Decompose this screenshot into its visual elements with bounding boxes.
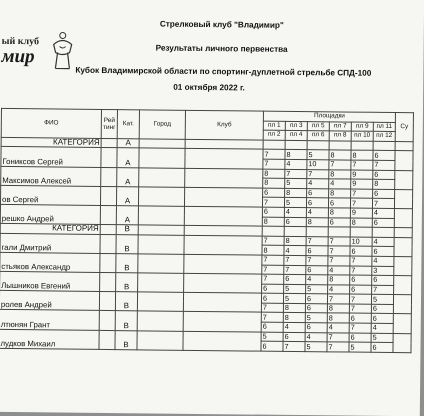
score-cell: 8	[373, 179, 395, 189]
score-cell: 8	[350, 218, 372, 228]
score-cell: 6	[306, 246, 328, 256]
area-subheader: пл 6	[307, 131, 329, 141]
score-cell: 8	[327, 313, 349, 323]
score-cell: 9	[351, 170, 373, 180]
club-logo	[0, 30, 74, 86]
score-cell: 8	[263, 169, 285, 179]
score-cell: 7	[263, 159, 285, 169]
score-cell: 8	[327, 304, 349, 314]
city-cell	[139, 167, 185, 187]
score-cell: 4	[306, 208, 328, 218]
score-cell: 7	[351, 160, 373, 170]
person-name: решко Андрей	[0, 204, 100, 224]
score-cell: 7	[351, 189, 373, 199]
score-cell: 6	[349, 333, 371, 343]
club-cell	[184, 273, 262, 293]
area-subheader: пл 8	[329, 131, 351, 141]
score-cell: 7	[262, 197, 284, 207]
score-cell: 8	[283, 303, 305, 313]
person-name: Гониксов Сергей	[1, 147, 101, 167]
score-cell: 5	[305, 342, 327, 352]
score-cell: 4	[328, 265, 350, 275]
sum-cell	[393, 295, 411, 314]
club-cell	[184, 235, 262, 255]
score-cell: 7	[285, 169, 307, 179]
score-cell: 4	[372, 208, 394, 218]
score-cell: 6	[261, 322, 283, 332]
sum-cell	[395, 170, 413, 189]
score-cell: 5	[284, 284, 306, 294]
city-cell	[137, 311, 183, 331]
score-cell: 9	[350, 208, 372, 218]
score-cell: 6	[305, 323, 327, 333]
club-title: Стрелковый клуб "Владимир"	[159, 19, 284, 30]
score-cell: 7	[262, 274, 284, 284]
score-cell: 5	[371, 295, 393, 305]
score-cell: 4	[305, 332, 327, 342]
score-cell: 6	[371, 343, 393, 353]
score-cell: 4	[307, 179, 329, 189]
club-cell	[184, 206, 262, 226]
score-cell: 8	[262, 245, 284, 255]
city-cell	[138, 187, 184, 207]
rank-cell	[101, 167, 117, 186]
empty-cell	[394, 228, 412, 238]
score-cell: 6	[283, 332, 305, 342]
score-cell: 7	[350, 198, 372, 208]
category-cell: В	[116, 254, 138, 273]
category-label: КАТЕГОРИЯ	[1, 137, 101, 148]
empty-cell	[263, 140, 285, 150]
score-cell: 6	[371, 304, 393, 314]
score-cell: 6	[373, 170, 395, 180]
area-subheader: пл 7	[329, 121, 351, 131]
person-name: стьяков Александр	[0, 252, 100, 272]
score-cell: 8	[263, 178, 285, 188]
score-cell: 6	[350, 246, 372, 256]
sum-cell	[394, 208, 412, 227]
club-cell	[183, 293, 261, 313]
category-cell: В	[115, 311, 137, 330]
score-cell: 8	[329, 169, 351, 179]
empty-cell	[329, 141, 351, 151]
score-cell: 6	[306, 198, 328, 208]
logo-text-top: ый клуб	[1, 35, 40, 48]
rank-cell	[99, 311, 115, 330]
score-cell: 5	[305, 313, 327, 323]
category-cell: А	[116, 186, 138, 205]
score-cell: 7	[307, 169, 329, 179]
rank-cell	[100, 273, 116, 292]
score-cell: 8	[351, 150, 373, 160]
score-cell: 6	[262, 284, 284, 294]
area-subheader: пл 5	[307, 121, 329, 131]
score-cell: 7	[329, 160, 351, 170]
category-label: КАТЕГОРИЯ	[0, 224, 100, 235]
empty-cell	[307, 140, 329, 150]
person-name: Лышников Евгений	[0, 271, 100, 291]
category-cell: А	[117, 148, 139, 167]
score-cell: 7	[372, 199, 394, 209]
score-cell: 7	[261, 303, 283, 313]
score-cell: 7	[284, 255, 306, 265]
score-cell: 4	[327, 323, 349, 333]
score-cell: 7	[328, 237, 350, 247]
score-cell: 7	[283, 342, 305, 352]
city-cell	[138, 235, 184, 255]
score-cell: 10	[307, 160, 329, 170]
results-body	[0, 137, 413, 352]
score-cell: 5	[284, 198, 306, 208]
empty-cell	[351, 141, 373, 151]
score-cell: 4	[329, 179, 351, 189]
score-cell: 6	[261, 341, 283, 351]
person-name: ролев Андрей	[0, 291, 100, 311]
empty-cell	[306, 227, 328, 237]
score-cell: 6	[350, 285, 372, 295]
score-cell: 7	[373, 160, 395, 170]
area-subheader: пл 2	[263, 130, 285, 140]
logo-text-bottom: мир	[1, 45, 35, 68]
cup-title: Кубок Владимирской области по спортинг-дуплетной стрельбе СПД-100	[75, 65, 372, 78]
area-subheader: пл 10	[351, 131, 373, 141]
score-cell: 6	[372, 247, 394, 257]
score-cell: 7	[328, 256, 350, 266]
score-cell: 6	[284, 217, 306, 227]
sum-cell	[395, 151, 413, 170]
score-cell: 5	[307, 150, 329, 160]
category-value: А	[117, 138, 139, 148]
col-sum: Су	[395, 113, 413, 142]
category-cell: А	[116, 206, 138, 225]
score-cell: 6	[306, 265, 328, 275]
empty-cell	[284, 226, 306, 236]
sum-cell	[393, 333, 411, 352]
score-cell: 6	[305, 294, 327, 304]
sum-cell	[394, 237, 412, 256]
results-table	[0, 108, 414, 353]
empty-cell	[138, 225, 184, 235]
score-cell: 4	[372, 237, 394, 247]
score-cell: 4	[328, 285, 350, 295]
score-cell: 6	[263, 188, 285, 198]
category-cell: В	[115, 330, 137, 349]
score-cell: 7	[350, 256, 372, 266]
category-spacer	[101, 138, 117, 148]
score-cell: 7	[327, 294, 349, 304]
person-name: ов Сергей	[0, 185, 100, 205]
score-cell: 7	[262, 255, 284, 265]
score-cell: 7	[372, 285, 394, 295]
empty-cell	[372, 227, 394, 237]
rank-cell	[99, 330, 115, 349]
category-value: В	[116, 225, 138, 235]
area-subheader: пл 3	[285, 121, 307, 131]
date-title: 01 октября 2022 г.	[173, 82, 245, 93]
score-cell: 6	[372, 218, 394, 228]
score-cell: 8	[328, 275, 350, 285]
empty-cell	[350, 227, 372, 237]
club-cell	[184, 254, 262, 274]
city-cell	[137, 292, 183, 312]
score-cell: 3	[372, 266, 394, 276]
score-cell: 6	[350, 275, 372, 285]
score-cell: 7	[349, 304, 371, 314]
area-subheader: пл 1	[263, 121, 285, 131]
score-cell: 7	[349, 294, 371, 304]
sum-cell	[393, 314, 411, 333]
score-cell: 7	[327, 332, 349, 342]
empty-cell	[373, 141, 395, 151]
club-cell	[183, 312, 261, 332]
category-cell: В	[116, 273, 138, 292]
col-club: Клуб	[185, 110, 263, 140]
empty-cell	[285, 140, 307, 150]
header-row	[1, 108, 413, 122]
score-cell: 4	[283, 322, 305, 332]
score-cell: 7	[327, 342, 349, 352]
col-cat: Кат.	[117, 110, 139, 139]
empty-cell	[139, 139, 185, 149]
score-cell: 6	[373, 189, 395, 199]
col-areas: Площадки	[263, 111, 395, 122]
score-cell: 4	[284, 207, 306, 217]
lion-emblem-icon	[49, 30, 75, 74]
rank-cell	[101, 148, 117, 167]
score-cell: 8	[285, 150, 307, 160]
area-subheader: пл 4	[285, 131, 307, 141]
score-cell: 8	[283, 313, 305, 323]
score-cell: 7	[261, 313, 283, 323]
category-cell: В	[116, 234, 138, 253]
score-cell: 6	[262, 207, 284, 217]
score-cell: 6	[328, 198, 350, 208]
rank-cell	[100, 253, 116, 272]
person-name: Максимов Алексей	[1, 166, 101, 186]
score-cell: 6	[349, 314, 371, 324]
city-cell	[138, 273, 184, 293]
category-cell: В	[115, 292, 137, 311]
city-cell	[137, 330, 183, 350]
score-cell: 6	[307, 188, 329, 198]
score-cell: 6	[372, 275, 394, 285]
city-cell	[138, 206, 184, 226]
score-cell: 7	[263, 150, 285, 160]
score-cell: 5	[283, 294, 305, 304]
score-cell: 8	[284, 236, 306, 246]
city-cell	[139, 148, 185, 168]
results-title: Результаты личного первенства	[155, 43, 288, 54]
score-cell: 6	[371, 314, 393, 324]
club-cell	[185, 168, 263, 188]
empty-cell	[328, 227, 350, 237]
person-name: гали Дмитрий	[0, 233, 100, 253]
sum-cell	[394, 189, 412, 208]
col-rank: Рей тинг	[101, 109, 117, 138]
score-cell: 4	[371, 323, 393, 333]
score-cell: 9	[351, 179, 373, 189]
rank-cell	[100, 234, 116, 253]
score-cell: 6	[328, 217, 350, 227]
score-cell: 4	[306, 275, 328, 285]
score-cell: 7	[284, 265, 306, 275]
score-cell: 8	[262, 217, 284, 227]
person-name: лудков Михаил	[0, 329, 99, 349]
score-cell: 8	[329, 150, 351, 160]
rank-cell	[100, 186, 116, 205]
score-cell: 7	[349, 323, 371, 333]
rank-cell	[100, 205, 116, 224]
sum-cell	[394, 276, 412, 295]
empty-cell	[395, 141, 413, 151]
col-fio: ФИО	[1, 108, 101, 138]
score-cell: 7	[306, 236, 328, 246]
city-cell	[138, 254, 184, 274]
sum-cell	[394, 256, 412, 275]
score-cell: 5	[371, 333, 393, 343]
score-cell: 7	[262, 236, 284, 246]
score-cell: 8	[329, 189, 351, 199]
score-cell: 8	[306, 217, 328, 227]
score-cell: 8	[328, 208, 350, 218]
area-subheader: пл 12	[373, 131, 395, 141]
score-cell: 6	[373, 151, 395, 161]
club-cell	[183, 331, 261, 351]
score-cell: 7	[306, 255, 328, 265]
empty-cell	[262, 226, 284, 236]
score-cell: 6	[284, 274, 306, 284]
score-cell: 7	[328, 246, 350, 256]
score-cell: 5	[261, 332, 283, 342]
score-cell: 7	[350, 266, 372, 276]
score-cell: 6	[305, 303, 327, 313]
score-cell: 6	[261, 293, 283, 303]
category-spacer	[100, 225, 116, 235]
score-cell: 4	[284, 246, 306, 256]
club-cell	[185, 149, 263, 169]
category-cell: А	[117, 167, 139, 186]
person-name: лтюнян Грант	[0, 310, 99, 330]
club-cell	[184, 187, 262, 207]
area-subheader: пл 9	[351, 122, 373, 132]
score-cell: 7	[262, 265, 284, 275]
rank-cell	[99, 292, 115, 311]
score-cell: 5	[285, 179, 307, 189]
area-subheader: пл 11	[373, 122, 395, 132]
score-cell: 4	[372, 256, 394, 266]
score-cell: 4	[285, 159, 307, 169]
score-cell: 8	[285, 188, 307, 198]
col-city: Город	[139, 110, 185, 139]
score-cell: 5	[349, 342, 371, 352]
score-cell: 10	[350, 237, 372, 247]
score-cell: 5	[306, 284, 328, 294]
